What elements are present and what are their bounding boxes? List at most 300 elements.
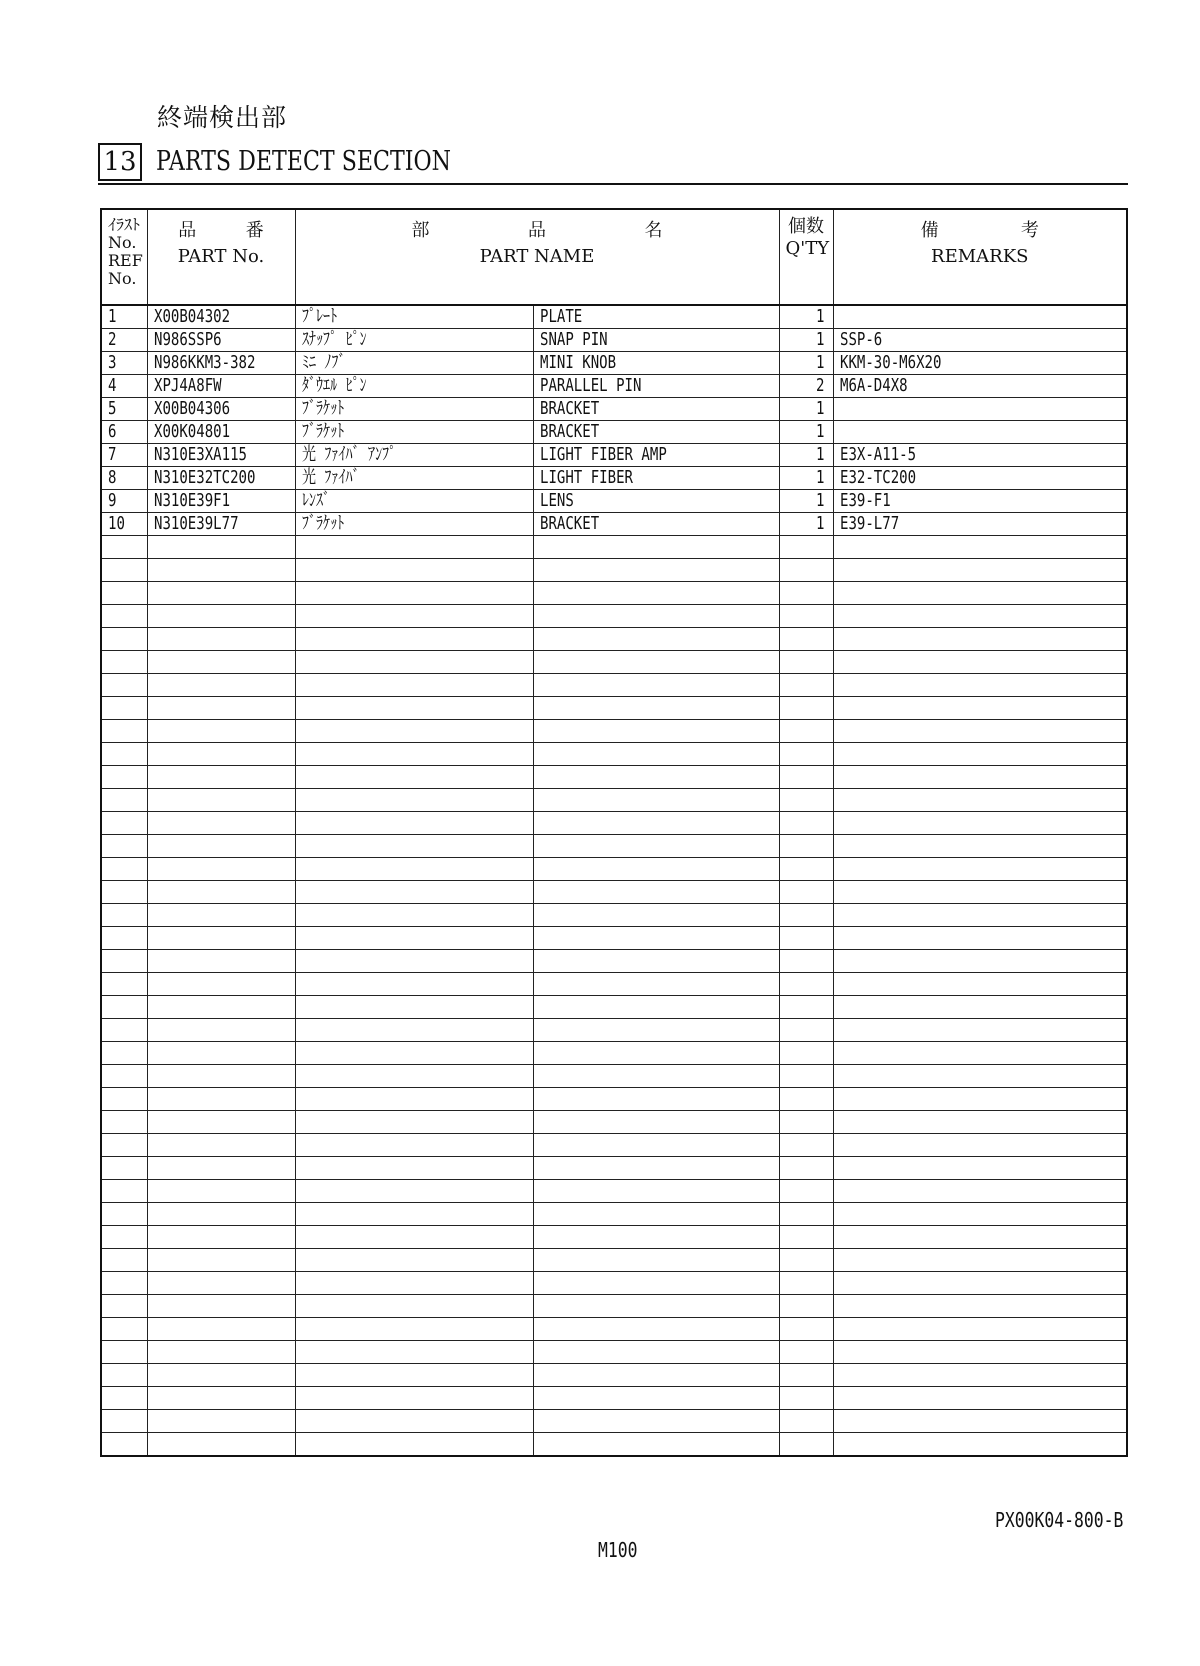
cell-name-jp (295, 490, 533, 513)
cell-name-en (533, 329, 779, 352)
cell-name-jp-text: ﾌﾞﾗｹｯﾄ (301, 421, 344, 442)
cell-name-jp (295, 352, 533, 375)
cell-remarks (833, 1364, 1127, 1387)
blank-table-row (101, 927, 1127, 950)
cell-remarks-text: E32-TC200 (839, 467, 916, 488)
cell-name-en (533, 352, 779, 375)
cell-qty (779, 1295, 833, 1318)
blank-table-row (101, 766, 1127, 789)
section-number-box: 13 (98, 143, 142, 181)
blank-table-row (101, 559, 1127, 582)
cell-qty (779, 1019, 833, 1042)
cell-remarks (833, 674, 1127, 697)
cell-part-no (147, 352, 295, 375)
cell-ref (101, 1019, 147, 1042)
cell-ref (101, 927, 147, 950)
document-code: PX00K04-800-B (995, 1508, 1124, 1532)
cell-part-no-text: X00B04306 (153, 398, 230, 419)
cell-ref-text: 6 (108, 421, 117, 442)
cell-ref (101, 1226, 147, 1249)
cell-part-no (147, 674, 295, 697)
cell-ref (101, 605, 147, 628)
table-row (101, 375, 1127, 398)
header-qty (779, 209, 833, 305)
cell-name-en-text: MINI KNOB (539, 352, 616, 373)
cell-qty (779, 559, 833, 582)
cell-name-en (533, 1387, 779, 1410)
cell-qty (779, 1180, 833, 1203)
cell-qty (779, 1157, 833, 1180)
cell-qty-text: 1 (815, 490, 825, 511)
cell-part-no (147, 881, 295, 904)
cell-ref (101, 1272, 147, 1295)
blank-table-row (101, 1134, 1127, 1157)
cell-ref-text: 1 (108, 306, 117, 327)
cell-remarks-text: M6A-D4X8 (839, 375, 908, 396)
cell-part-no (147, 950, 295, 973)
blank-table-row (101, 1249, 1127, 1272)
cell-remarks (833, 1295, 1127, 1318)
cell-remarks (833, 1065, 1127, 1088)
cell-remarks-text: SSP-6 (839, 329, 882, 350)
table-row (101, 329, 1127, 352)
cell-ref (101, 1387, 147, 1410)
cell-remarks (833, 720, 1127, 743)
cell-ref (101, 582, 147, 605)
blank-table-row (101, 1272, 1127, 1295)
table-row (101, 305, 1127, 329)
cell-qty (779, 1088, 833, 1111)
cell-qty (779, 467, 833, 490)
cell-name-jp (295, 1318, 533, 1341)
cell-qty (779, 305, 833, 329)
header-remarks-jp1: 備 (920, 220, 939, 241)
cell-remarks (833, 996, 1127, 1019)
cell-name-jp (295, 1088, 533, 1111)
cell-name-en (533, 628, 779, 651)
cell-name-en (533, 559, 779, 582)
cell-name-jp (295, 1410, 533, 1433)
cell-qty (779, 651, 833, 674)
cell-ref (101, 444, 147, 467)
cell-remarks (833, 766, 1127, 789)
cell-qty (779, 858, 833, 881)
cell-name-en (533, 305, 779, 329)
cell-ref (101, 628, 147, 651)
blank-table-row (101, 1065, 1127, 1088)
table-header-row (101, 209, 1127, 305)
cell-name-jp (295, 467, 533, 490)
cell-part-no (147, 651, 295, 674)
cell-part-no (147, 329, 295, 352)
cell-part-no (147, 835, 295, 858)
cell-ref (101, 904, 147, 927)
cell-ref-text: 10 (108, 513, 125, 534)
cell-qty (779, 766, 833, 789)
cell-remarks (833, 651, 1127, 674)
cell-ref (101, 674, 147, 697)
cell-ref (101, 1042, 147, 1065)
cell-name-jp (295, 513, 533, 536)
cell-name-en (533, 467, 779, 490)
cell-qty (779, 398, 833, 421)
cell-qty (779, 1433, 833, 1457)
cell-part-no (147, 1203, 295, 1226)
header-part-name (295, 209, 779, 305)
blank-table-row (101, 1433, 1127, 1457)
cell-ref (101, 1318, 147, 1341)
cell-ref-text: 3 (108, 352, 117, 373)
cell-ref (101, 352, 147, 375)
table-row (101, 421, 1127, 444)
cell-name-en (533, 973, 779, 996)
cell-part-no (147, 1387, 295, 1410)
cell-remarks-text: E39-F1 (839, 490, 891, 511)
blank-table-row (101, 1341, 1127, 1364)
cell-name-jp (295, 996, 533, 1019)
cell-part-no (147, 1180, 295, 1203)
cell-part-no (147, 812, 295, 835)
cell-name-en (533, 1226, 779, 1249)
blank-table-row (101, 973, 1127, 996)
cell-name-en (533, 1042, 779, 1065)
header-ref-en: REF (108, 251, 143, 270)
cell-remarks (833, 582, 1127, 605)
cell-qty (779, 996, 833, 1019)
cell-qty (779, 444, 833, 467)
cell-ref (101, 559, 147, 582)
blank-table-row (101, 904, 1127, 927)
cell-qty (779, 720, 833, 743)
cell-part-no (147, 927, 295, 950)
cell-ref (101, 996, 147, 1019)
cell-part-no-text: N310E39L77 (153, 513, 239, 534)
cell-name-en (533, 1019, 779, 1042)
cell-qty (779, 1134, 833, 1157)
cell-qty (779, 1249, 833, 1272)
cell-remarks (833, 513, 1127, 536)
cell-ref (101, 305, 147, 329)
cell-ref (101, 536, 147, 559)
cell-remarks (833, 1272, 1127, 1295)
cell-part-no (147, 1065, 295, 1088)
cell-part-no (147, 720, 295, 743)
cell-remarks (833, 1088, 1127, 1111)
cell-remarks-text: KKM-30-M6X20 (839, 352, 941, 373)
cell-remarks (833, 352, 1127, 375)
cell-qty (779, 1341, 833, 1364)
cell-part-no (147, 421, 295, 444)
cell-name-jp-text: ﾌﾞﾗｹｯﾄ (301, 513, 344, 534)
cell-part-no (147, 789, 295, 812)
cell-part-no (147, 559, 295, 582)
cell-name-en (533, 720, 779, 743)
cell-remarks (833, 1042, 1127, 1065)
cell-name-en (533, 1410, 779, 1433)
cell-part-no-text: XPJ4A8FW (153, 375, 222, 396)
cell-name-jp (295, 375, 533, 398)
cell-part-no-text: N310E39F1 (153, 490, 230, 511)
table-row (101, 352, 1127, 375)
cell-part-no (147, 605, 295, 628)
cell-part-no (147, 398, 295, 421)
cell-name-en-text: PLATE (539, 306, 582, 327)
cell-ref (101, 1433, 147, 1457)
cell-remarks (833, 559, 1127, 582)
cell-name-en (533, 513, 779, 536)
blank-table-row (101, 858, 1127, 881)
cell-name-en (533, 904, 779, 927)
blank-table-row (101, 1203, 1127, 1226)
cell-name-jp (295, 950, 533, 973)
cell-part-no-text: X00K04801 (153, 421, 230, 442)
cell-qty (779, 513, 833, 536)
cell-ref (101, 1203, 147, 1226)
cell-part-no (147, 1042, 295, 1065)
header-remarks-en: REMARKS (931, 246, 1029, 267)
cell-qty (779, 329, 833, 352)
cell-remarks (833, 628, 1127, 651)
cell-name-jp (295, 398, 533, 421)
cell-part-no (147, 536, 295, 559)
cell-name-en (533, 950, 779, 973)
cell-remarks (833, 1134, 1127, 1157)
cell-ref (101, 1364, 147, 1387)
cell-part-no (147, 1111, 295, 1134)
cell-qty (779, 582, 833, 605)
table-row (101, 444, 1127, 467)
cell-name-en-text: BRACKET (539, 421, 599, 442)
cell-name-en (533, 398, 779, 421)
cell-ref (101, 835, 147, 858)
cell-name-jp (295, 628, 533, 651)
blank-table-row (101, 1226, 1127, 1249)
cell-remarks (833, 1019, 1127, 1042)
cell-name-jp (295, 444, 533, 467)
cell-name-jp (295, 1019, 533, 1042)
cell-qty (779, 1203, 833, 1226)
cell-part-no-text: N310E32TC200 (153, 467, 255, 488)
cell-ref (101, 329, 147, 352)
cell-name-en (533, 605, 779, 628)
blank-table-row (101, 1364, 1127, 1387)
cell-qty (779, 1042, 833, 1065)
cell-name-jp-text: ﾐﾆ ﾉﾌﾞ (301, 352, 346, 373)
cell-name-en (533, 697, 779, 720)
header-part-name-jp2: 品 (528, 220, 546, 241)
blank-table-row (101, 697, 1127, 720)
section-title-jp: 終端検出部 (157, 103, 288, 132)
cell-part-no (147, 697, 295, 720)
cell-part-no (147, 1019, 295, 1042)
cell-qty (779, 697, 833, 720)
cell-name-en (533, 1272, 779, 1295)
blank-table-row (101, 674, 1127, 697)
cell-name-jp-text: ﾌﾞﾗｹｯﾄ (301, 398, 344, 419)
cell-remarks (833, 743, 1127, 766)
cell-qty-text: 1 (815, 444, 825, 465)
cell-qty (779, 1410, 833, 1433)
cell-name-en (533, 536, 779, 559)
cell-name-jp (295, 789, 533, 812)
cell-name-jp (295, 1203, 533, 1226)
cell-qty (779, 904, 833, 927)
cell-qty-text: 1 (815, 467, 825, 488)
cell-name-jp (295, 1134, 533, 1157)
cell-name-jp (295, 536, 533, 559)
cell-qty (779, 835, 833, 858)
cell-qty (779, 927, 833, 950)
cell-name-jp (295, 1180, 533, 1203)
cell-part-no-text: N986SSP6 (153, 329, 222, 350)
cell-name-jp (295, 1364, 533, 1387)
cell-ref (101, 881, 147, 904)
cell-qty-text: 1 (815, 513, 825, 534)
cell-qty (779, 1318, 833, 1341)
cell-ref (101, 973, 147, 996)
header-ref-jp: ｲﾗｽﾄ (108, 215, 141, 234)
header-part-name-jp3: 名 (644, 220, 663, 241)
cell-part-no (147, 904, 295, 927)
cell-part-no (147, 973, 295, 996)
cell-ref (101, 1134, 147, 1157)
cell-qty (779, 421, 833, 444)
cell-ref (101, 789, 147, 812)
cell-name-jp (295, 1226, 533, 1249)
cell-part-no (147, 628, 295, 651)
cell-name-jp (295, 904, 533, 927)
cell-remarks (833, 1157, 1127, 1180)
cell-name-jp (295, 1272, 533, 1295)
cell-name-jp (295, 720, 533, 743)
cell-name-jp (295, 305, 533, 329)
cell-ref (101, 375, 147, 398)
blank-table-row (101, 835, 1127, 858)
cell-part-no (147, 996, 295, 1019)
cell-qty-text: 1 (815, 398, 825, 419)
cell-name-jp (295, 1157, 533, 1180)
cell-remarks (833, 881, 1127, 904)
cell-name-en-text: LIGHT FIBER (539, 467, 633, 488)
cell-name-jp (295, 973, 533, 996)
blank-table-row (101, 950, 1127, 973)
cell-qty (779, 789, 833, 812)
cell-remarks (833, 1387, 1127, 1410)
cell-remarks (833, 1341, 1127, 1364)
cell-name-en (533, 858, 779, 881)
cell-name-en (533, 375, 779, 398)
table-row (101, 513, 1127, 536)
header-remarks-jp2: 考 (1020, 220, 1039, 241)
cell-remarks (833, 444, 1127, 467)
header-part-name-en: PART NAME (479, 246, 595, 267)
blank-table-row (101, 720, 1127, 743)
blank-table-row (101, 1088, 1127, 1111)
cell-name-jp (295, 881, 533, 904)
cell-ref (101, 697, 147, 720)
cell-name-en (533, 1433, 779, 1457)
cell-remarks (833, 467, 1127, 490)
header-ref-no1: No. (108, 233, 137, 252)
cell-qty-text: 1 (815, 421, 825, 442)
cell-part-no-text: N310E3XA115 (153, 444, 247, 465)
cell-name-en (533, 1295, 779, 1318)
cell-ref (101, 766, 147, 789)
cell-part-no (147, 490, 295, 513)
cell-ref (101, 743, 147, 766)
blank-table-row (101, 605, 1127, 628)
cell-name-jp (295, 858, 533, 881)
cell-name-jp (295, 812, 533, 835)
cell-name-jp-text: 光 ﾌｧｲﾊﾞ ｱﾝﾌﾟ (301, 444, 396, 465)
cell-part-no (147, 1249, 295, 1272)
cell-part-no (147, 1157, 295, 1180)
cell-part-no-text: X00B04302 (153, 306, 230, 327)
cell-remarks (833, 1433, 1127, 1457)
cell-ref (101, 858, 147, 881)
cell-qty (779, 743, 833, 766)
cell-name-en (533, 927, 779, 950)
cell-name-jp (295, 697, 533, 720)
header-remarks (833, 209, 1127, 305)
parts-table (100, 208, 1128, 1457)
cell-qty (779, 605, 833, 628)
cell-qty-text: 1 (815, 306, 825, 327)
cell-name-jp (295, 927, 533, 950)
cell-part-no (147, 1226, 295, 1249)
cell-qty (779, 1364, 833, 1387)
cell-ref (101, 1065, 147, 1088)
cell-part-no (147, 1295, 295, 1318)
title-rule (98, 183, 1128, 185)
cell-part-no (147, 1364, 295, 1387)
cell-qty (779, 950, 833, 973)
blank-table-row (101, 651, 1127, 674)
cell-remarks (833, 1111, 1127, 1134)
cell-qty (779, 1272, 833, 1295)
cell-qty (779, 674, 833, 697)
cell-qty (779, 881, 833, 904)
cell-ref-text: 5 (108, 398, 117, 419)
cell-remarks (833, 789, 1127, 812)
cell-remarks (833, 950, 1127, 973)
cell-qty (779, 1111, 833, 1134)
cell-name-en (533, 835, 779, 858)
cell-name-en (533, 1065, 779, 1088)
cell-part-no (147, 766, 295, 789)
cell-ref (101, 467, 147, 490)
cell-remarks (833, 490, 1127, 513)
cell-part-no (147, 582, 295, 605)
cell-name-en (533, 582, 779, 605)
cell-part-no-text: N986KKM3-382 (153, 352, 255, 373)
cell-qty (779, 1065, 833, 1088)
cell-remarks (833, 1249, 1127, 1272)
header-qty-jp: 個数 (788, 216, 824, 237)
cell-remarks (833, 398, 1127, 421)
cell-remarks (833, 927, 1127, 950)
cell-qty (779, 812, 833, 835)
blank-table-row (101, 1318, 1127, 1341)
blank-table-row (101, 1180, 1127, 1203)
table-row (101, 398, 1127, 421)
cell-name-jp-text: ﾀﾞｳｴﾙ ﾋﾟﾝ (301, 375, 367, 396)
blank-table-row (101, 536, 1127, 559)
table-row (101, 467, 1127, 490)
cell-ref-text: 2 (108, 329, 117, 350)
cell-part-no (147, 1272, 295, 1295)
cell-name-jp (295, 605, 533, 628)
